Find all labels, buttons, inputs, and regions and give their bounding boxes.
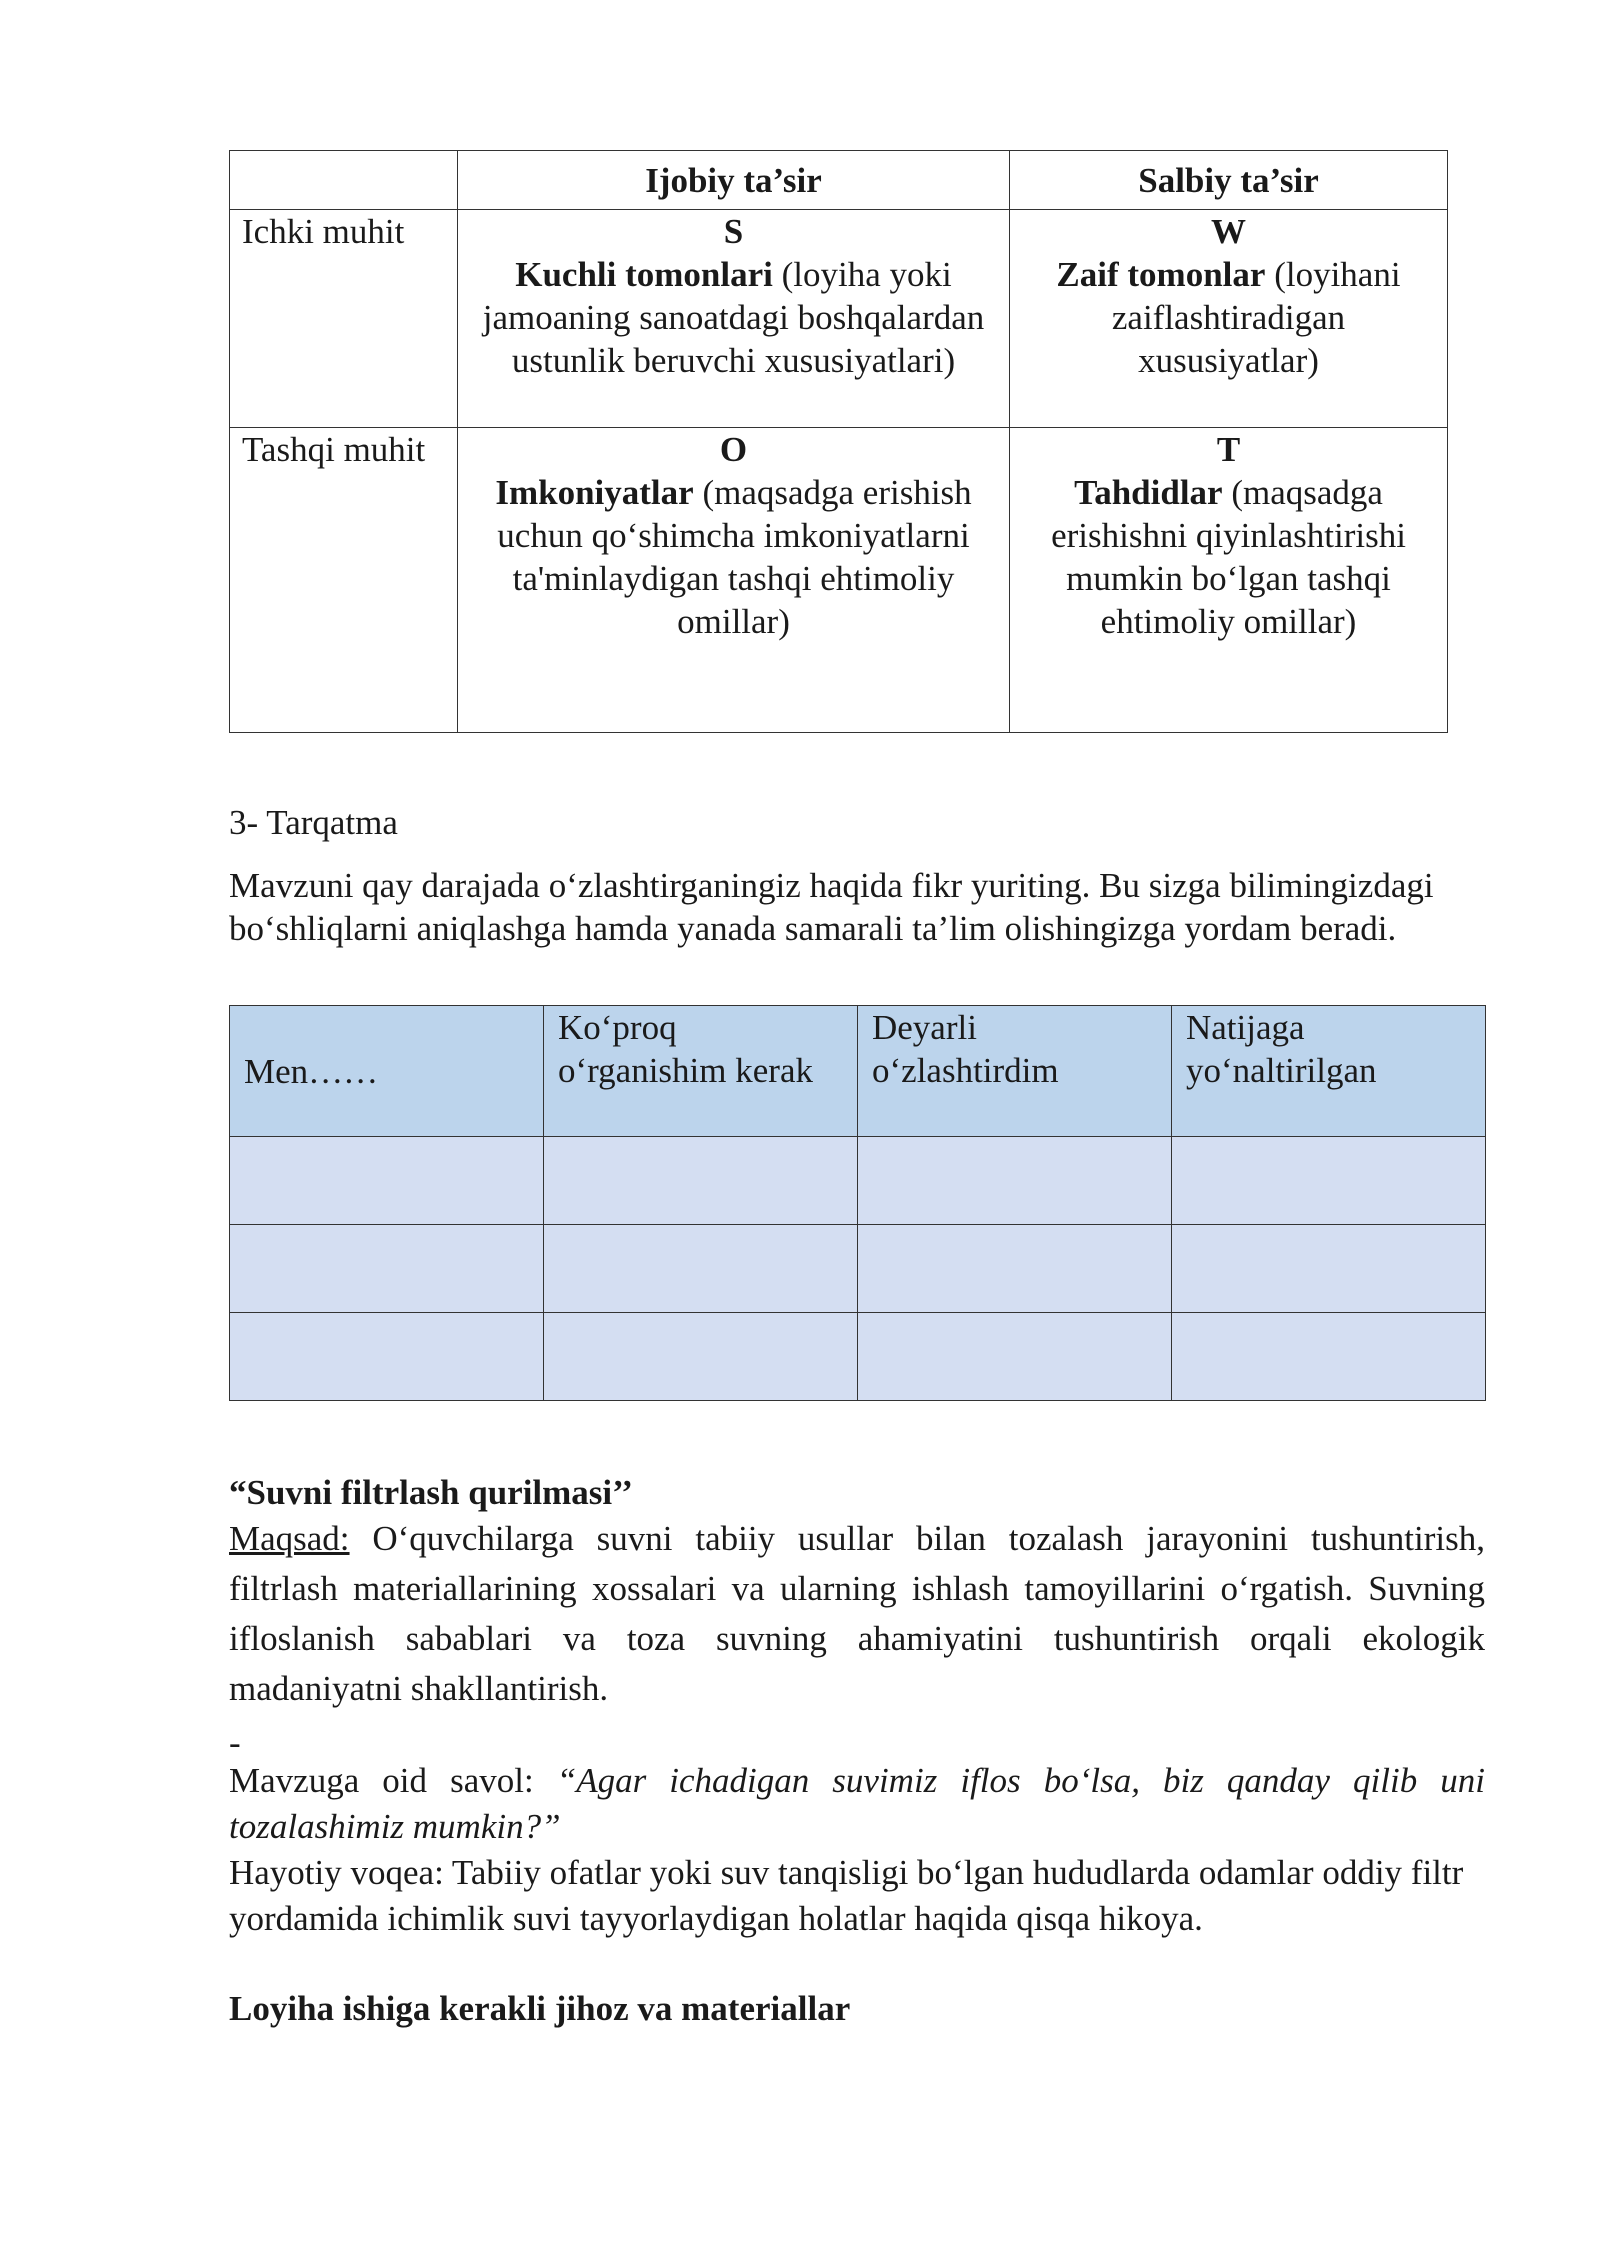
- swot-table: [229, 150, 1448, 733]
- handout-title: 3- Tarqatma: [229, 803, 398, 842]
- swot-cell-title: Kuchli tomonlari: [515, 255, 773, 294]
- reflection-cell[interactable]: [544, 1225, 858, 1313]
- swot-row-label: Tashqi muhit: [230, 428, 458, 733]
- swot-header-row: [230, 151, 1448, 210]
- swot-cell-text: (maqsadga erishishni qiyinlashtirishi mumkin bo‘lgan tashqi ehtimoliy omillar): [1051, 473, 1406, 641]
- life-event: Hayotiy voqea: Tabiiy ofatlar yoki suv tanqisligi bo‘lgan hududlarda odamlar oddiy filtr yordamida ichimlik suvi tayyorlaydigan holatlar haqida qisqa hikoya.: [229, 1853, 1464, 1938]
- separator-dash: -: [229, 1723, 241, 1762]
- swot-weaknesses-cell: [1010, 210, 1448, 428]
- reflection-cell[interactable]: [230, 1313, 544, 1401]
- reflection-header-row: [230, 1006, 1486, 1137]
- swot-cell-title: Zaif tomonlar: [1056, 255, 1266, 294]
- question-text: “Agar ichadigan suvimiz iflos bo‘lsa, biz qanday qilib uni tozalashimiz mumkin?”: [229, 1761, 1485, 1846]
- reflection-cell[interactable]: [858, 1225, 1172, 1313]
- reflection-cell[interactable]: [858, 1137, 1172, 1225]
- swot-row-label: Ichki muhit: [230, 210, 458, 428]
- swot-cell-title: Imkoniyatlar: [495, 473, 694, 512]
- reflection-cell[interactable]: [1172, 1225, 1486, 1313]
- swot-letter: T: [1216, 430, 1241, 469]
- reflection-cell[interactable]: [1172, 1313, 1486, 1401]
- swot-letter: O: [719, 430, 748, 469]
- swot-row-internal: [230, 210, 1448, 428]
- reflection-cell[interactable]: [230, 1137, 544, 1225]
- project-title: “Suvni filtrlash qurilmasi’’: [229, 1473, 633, 1512]
- question-label: Mavzuga oid savol:: [229, 1761, 557, 1800]
- reflection-row: [230, 1137, 1486, 1225]
- reflection-cell[interactable]: [1172, 1137, 1486, 1225]
- handout-text: Mavzuni qay darajada o‘zlashtirganingiz haqida fikr yuriting. Bu sizga bilimingizdagi bo‘shliqlarni aniqlashga hamda yanada samarali ta’lim olishingizga yordam beradi.: [229, 866, 1434, 948]
- materials-title: Loyiha ishiga kerakli jihoz va materiallar: [229, 1989, 851, 2028]
- goal-text: O‘quvchilarga suvni tabiiy usullar bilan tozalash jarayonini tushuntirish, filtrlash materiallarining xossalari va ularning ishlash tamoyillarini o‘rgatish. Suvning ifloslanish sabablari va toza suvning ahamiyatini tushuntirish orqali ekologik madaniyatni shakllantirish.: [229, 1519, 1485, 1708]
- reflection-table: [229, 1005, 1486, 1401]
- project-goal: [229, 1514, 1485, 1714]
- project-question: [229, 1758, 1485, 1850]
- reflection-header-mastered: Deyarli o‘zlashtirdim: [858, 1006, 1172, 1137]
- swot-cell-text: (maqsadga erishish uchun qo‘shimcha imkoniyatlarni ta'minlaydigan tashqi ehtimoliy omillar): [497, 473, 972, 641]
- reflection-header-me: Men……: [230, 1006, 544, 1137]
- document-page: [229, 150, 1485, 2030]
- reflection-cell[interactable]: [544, 1137, 858, 1225]
- swot-cell-text: (loyihani zaiflashtiradigan xususiyatlar): [1111, 255, 1401, 380]
- reflection-row: [230, 1313, 1486, 1401]
- swot-cell-text: (loyiha yoki jamoaning sanoatdagi boshqalardan ustunlik beruvchi xususiyatlari): [482, 255, 985, 380]
- reflection-row: [230, 1225, 1486, 1313]
- reflection-cell[interactable]: [230, 1225, 544, 1313]
- reflection-cell[interactable]: [544, 1313, 858, 1401]
- swot-row-external: [230, 428, 1448, 733]
- swot-opportunities-cell: [458, 428, 1010, 733]
- reflection-header-result: Natijaga yo‘naltirilgan: [1172, 1006, 1486, 1137]
- reflection-cell[interactable]: [858, 1313, 1172, 1401]
- swot-header-empty: [230, 151, 458, 210]
- goal-label: Maqsad:: [229, 1519, 350, 1558]
- reflection-header-learn-more: Ko‘proq o‘rganishim kerak: [544, 1006, 858, 1137]
- swot-letter: W: [1211, 212, 1246, 251]
- swot-header-negative: Salbiy ta’sir: [1010, 151, 1448, 210]
- swot-strengths-cell: [458, 210, 1010, 428]
- swot-cell-title: Tahdidlar: [1074, 473, 1223, 512]
- swot-threats-cell: [1010, 428, 1448, 733]
- swot-letter: S: [723, 212, 744, 251]
- swot-header-positive: Ijobiy ta’sir: [458, 151, 1010, 210]
